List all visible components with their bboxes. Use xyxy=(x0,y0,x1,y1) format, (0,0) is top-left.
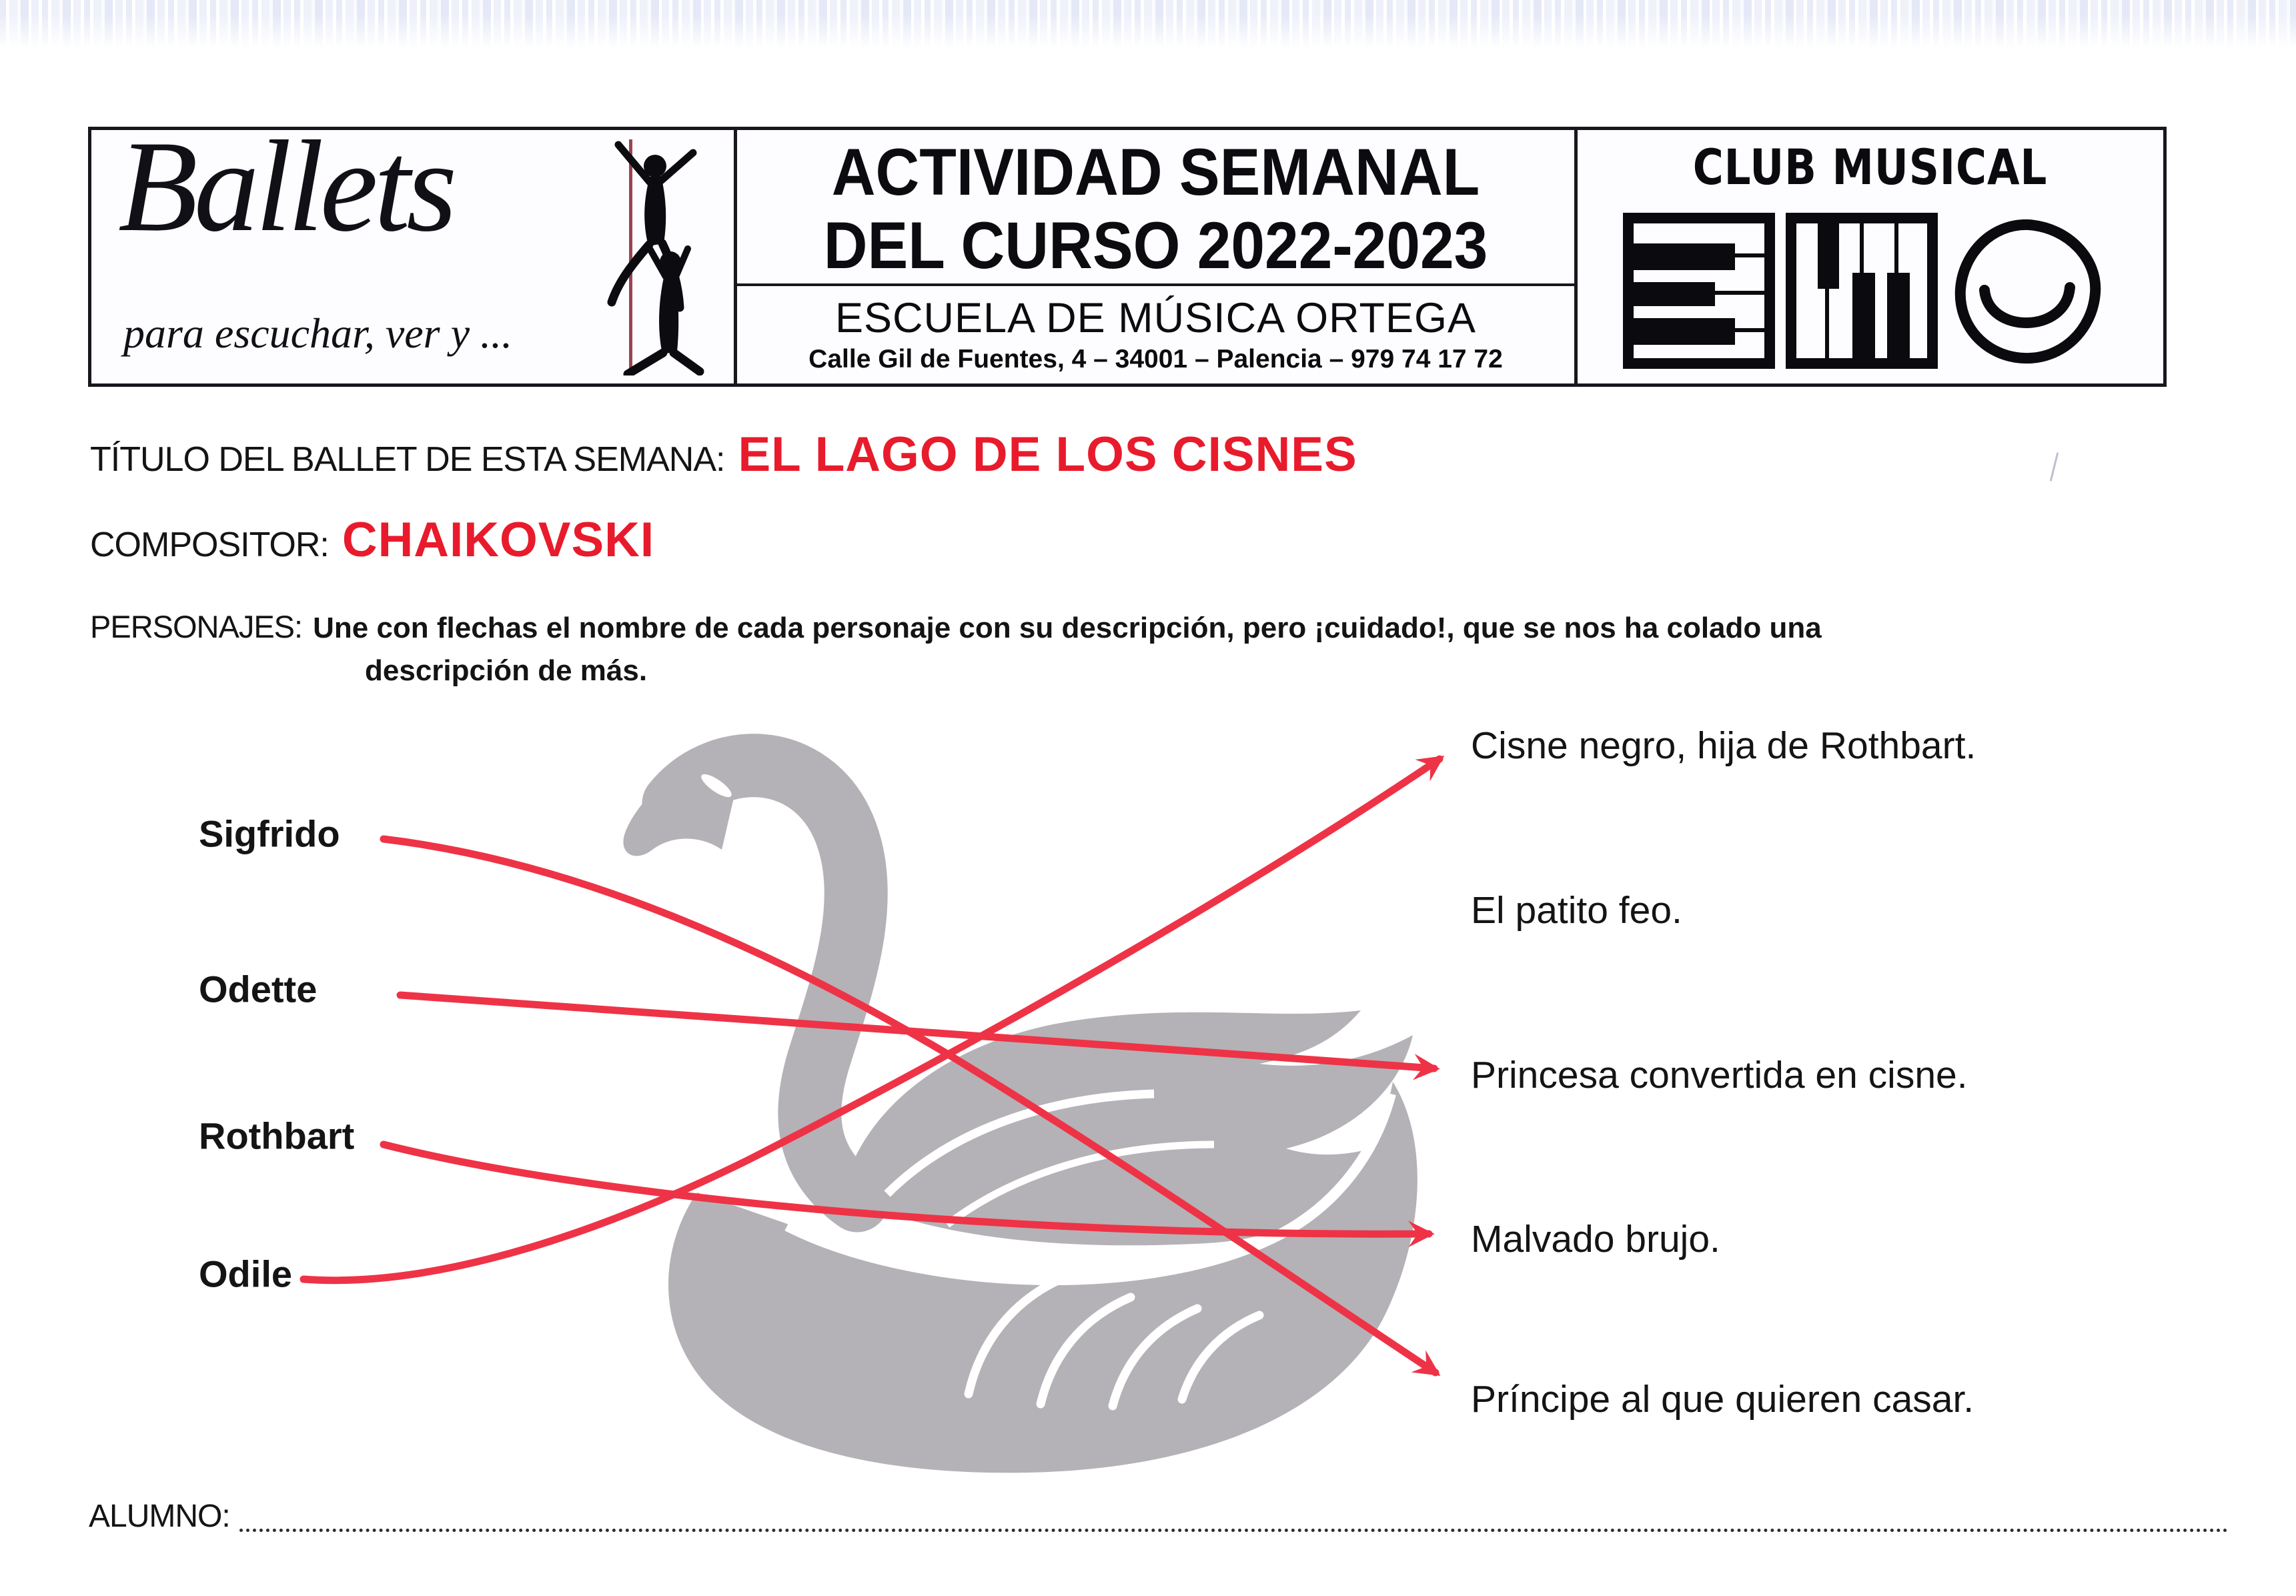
piano-keys-smiley-icon xyxy=(1620,211,2114,371)
ballets-logo-text: Ballets xyxy=(118,114,454,259)
title-row xyxy=(90,427,1357,482)
title-label: TÍTULO DEL BALLET DE ESTA SEMANA: xyxy=(90,440,725,479)
arrow-sigfrido-principe xyxy=(384,839,1436,1373)
scan-noise-strip xyxy=(0,0,2296,47)
character-name-odile: Odile xyxy=(199,1253,293,1295)
header-title-line2: DEL CURSO 2022-2023 xyxy=(823,208,1488,282)
characters-block xyxy=(90,608,2171,688)
student-label: ALUMNO: xyxy=(89,1499,230,1534)
header-center-divider xyxy=(737,283,1574,286)
student-row xyxy=(89,1498,2229,1535)
club-musical-title: CLUB MUSICAL xyxy=(1692,139,2048,196)
description-cisne-negro: Cisne negro, hija de Rothbart. xyxy=(1471,724,1976,767)
composer-value: CHAIKOVSKI xyxy=(342,513,655,567)
ballets-tagline: para escuchar, ver y ... xyxy=(123,309,512,357)
arrow-odile-cisnenegro xyxy=(304,759,1440,1281)
swan-silhouette xyxy=(623,758,1417,1473)
instruction-line1: Une con flechas el nombre de cada personaje con su descripción, pero ¡cuidado!, que se nos ha colado una xyxy=(313,612,1822,644)
student-answer-line xyxy=(239,1502,2229,1532)
connection-arrows xyxy=(304,759,1440,1373)
composer-row xyxy=(90,512,654,568)
character-name-rothbart: Rothbart xyxy=(199,1114,355,1157)
description-principe: Príncipe al que quieren casar. xyxy=(1471,1378,1974,1421)
character-name-sigfrido: Sigfrido xyxy=(199,812,340,855)
header-divider-right xyxy=(1574,130,1578,383)
header-address: Calle Gil de Fuentes, 4 – 34001 – Palencia – 979 74 17 72 xyxy=(808,345,1503,373)
title-value: EL LAGO DE LOS CISNES xyxy=(738,428,1357,482)
header-school: ESCUELA DE MÚSICA ORTEGA xyxy=(834,295,1477,341)
composer-label: COMPOSITOR: xyxy=(90,526,329,564)
scan-stray-mark xyxy=(2050,452,2059,481)
arrow-rothbart-malvado xyxy=(384,1144,1429,1234)
instruction-line2: descripción de más. xyxy=(365,654,648,687)
character-name-odette: Odette xyxy=(199,968,318,1010)
arrow-odette-princesa xyxy=(400,995,1434,1068)
ballet-dancers-icon xyxy=(518,134,732,375)
header-box xyxy=(88,114,2167,387)
description-patito-feo: El patito feo. xyxy=(1471,889,1682,932)
characters-label: PERSONAJES: xyxy=(90,609,303,644)
description-princesa: Princesa convertida en cisne. xyxy=(1471,1054,1968,1096)
header-title-line1: ACTIVIDAD SEMANAL xyxy=(831,135,1480,209)
description-malvado: Malvado brujo. xyxy=(1471,1218,1720,1261)
